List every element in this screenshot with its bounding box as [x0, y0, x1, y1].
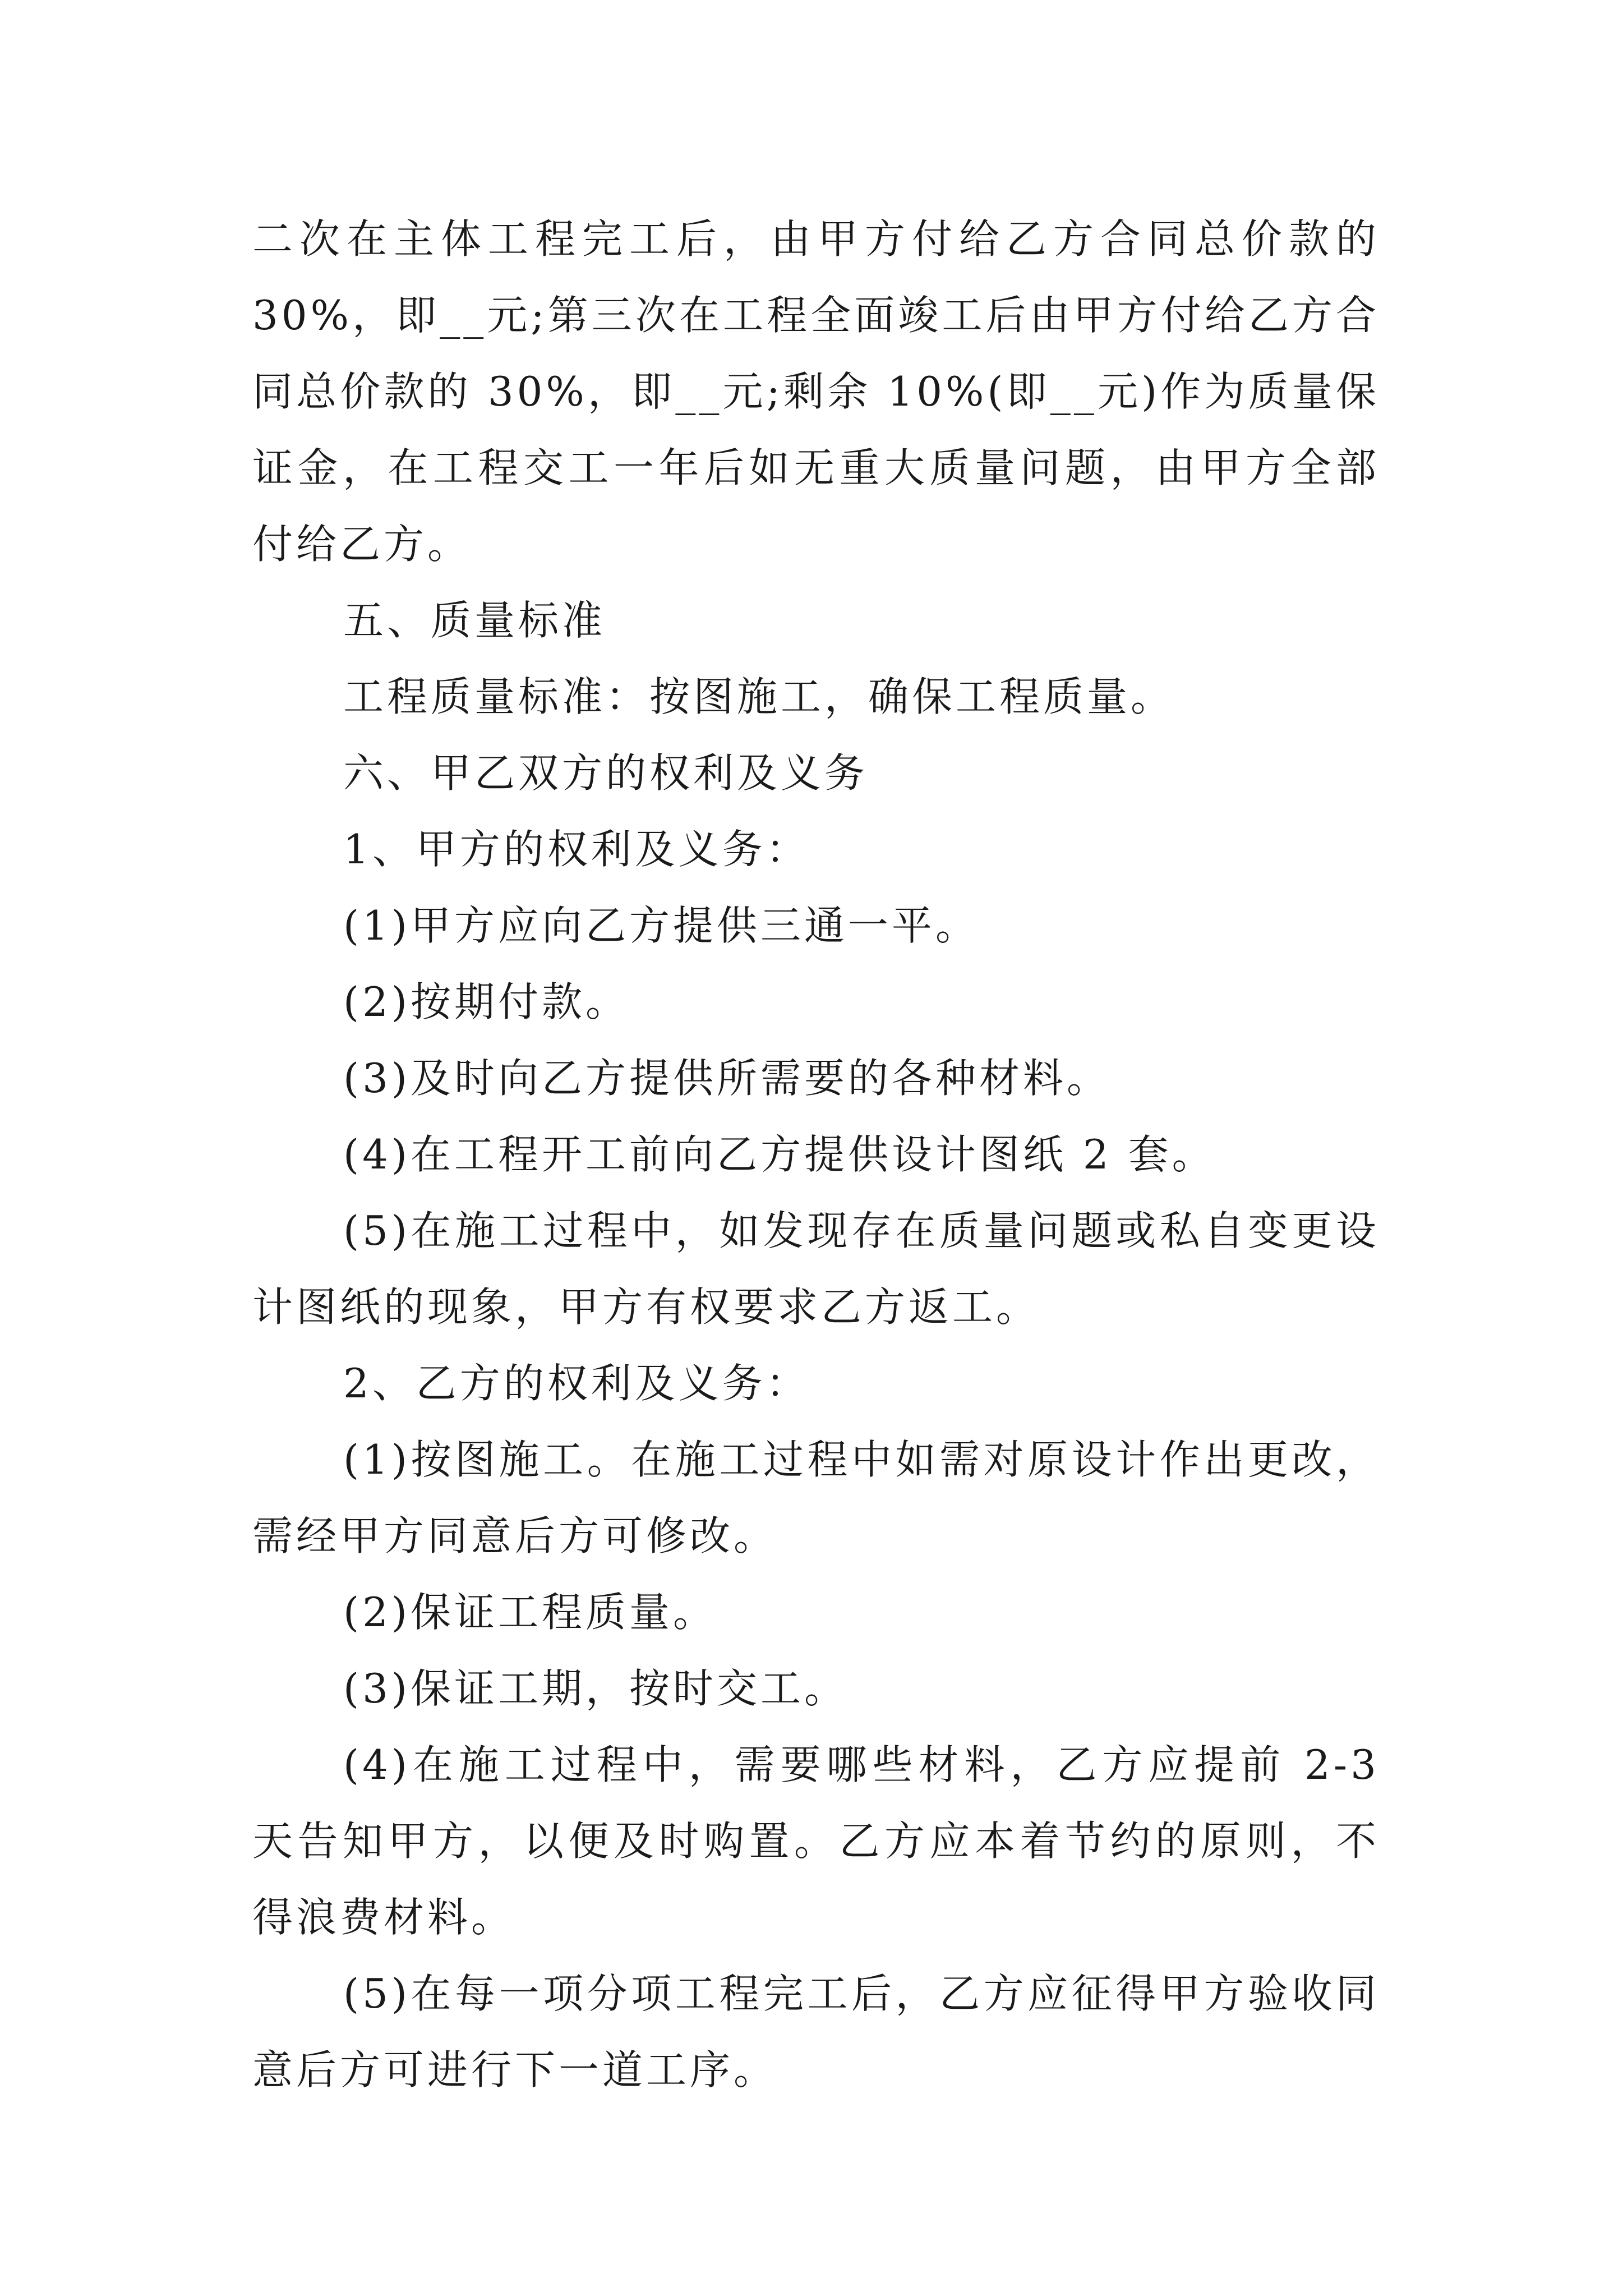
party-b-item-2: (2)保证工程质量。: [343, 1589, 717, 1636]
party-b-item-3: (3)保证工期，按时交工。: [343, 1665, 848, 1712]
party-a-item-2: (2)按期付款。: [343, 978, 629, 1025]
party-a-item-5: (5)在施工过程中，如发现存在质量问题或私自变更设计图纸的现象，甲方有权要求乙方返工。: [252, 1207, 1380, 1331]
party-a-item-1: (1)甲方应向乙方提供三通一平。: [343, 902, 979, 949]
party-b-item-4: (4)在施工过程中，需要哪些材料，乙方应提前 2-3 天告知甲方，以便及时购置。乙方应本着节约的原则，不得浪费材料。: [252, 1741, 1380, 1941]
paragraph-quality-standard: 工程质量标准：按图施工，确保工程质量。: [343, 673, 1175, 720]
party-b-item-1: (1)按图施工。在施工过程中如需对原设计作出更改，需经甲方同意后方可修改。: [252, 1436, 1380, 1559]
paragraph-payment-terms: 二次在主体工程完工后，由甲方付给乙方合同总价款的 30%，即__元;第三次在工程全面竣工后由甲方付给乙方合同总价款的 30%，即__元;剩余 10%(即__元)作为质量保证金，在工程交工一年后如无重大质量问题，由甲方全部付给乙方。: [252, 215, 1380, 568]
subheading-party-a: 1、甲方的权利及义务：: [343, 826, 810, 873]
party-a-item-4: (4)在工程开工前向乙方提供设计图纸 2 套。: [343, 1131, 1216, 1178]
document-body: [252, 201, 1380, 2108]
party-b-item-5: (5)在每一项分项工程完工后，乙方应征得甲方验收同意后方可进行下一道工序。: [252, 1970, 1380, 2093]
subheading-party-b: 2、乙方的权利及义务：: [343, 1360, 810, 1407]
section-heading-quality-standard: 五、质量标准: [343, 597, 606, 644]
party-a-item-3: (3)及时向乙方提供所需要的各种材料。: [343, 1055, 1110, 1102]
section-heading-rights-obligations: 六、甲乙双方的权利及义务: [343, 749, 869, 797]
